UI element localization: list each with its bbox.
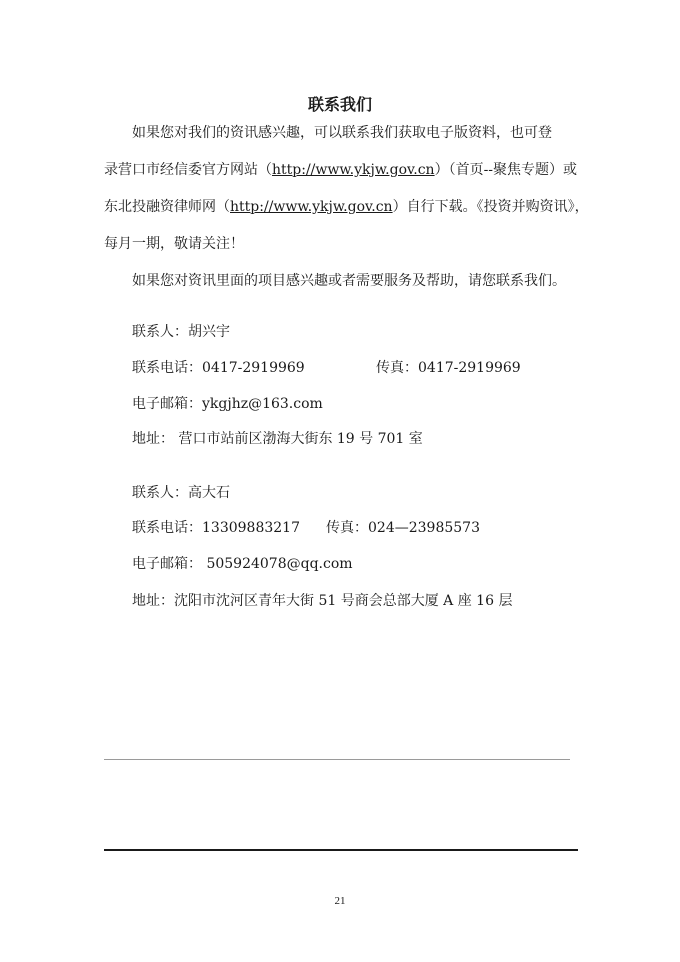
contact-2-fax: 传真：024—23985573 [326, 520, 480, 536]
contact-2-name: 联系人：高大石 [132, 485, 230, 501]
intro-line-3-post: ）自行下载。《投资并购资讯》， [392, 199, 589, 215]
intro-line-3-pre: 东北投融资律师网（ [104, 199, 230, 215]
intro-line-2-post: ）（首页--聚焦专题）或 [434, 162, 578, 178]
footer-rule [104, 849, 578, 851]
website-link-2[interactable]: http://www.ykjw.gov.cn [230, 199, 393, 215]
contact-2-address: 地址：沈阳市沈河区青年大街 51 号商会总部大厦 A 座 16 层 [132, 593, 513, 609]
contact-1-address: 地址： 营口市站前区渤海大街东 19 号 701 室 [132, 431, 423, 447]
contact-2-email: 电子邮箱： 505924078@qq.com [132, 556, 353, 572]
page-number: 21 [334, 895, 346, 907]
intro-line-5: 如果您对资讯里面的项目感兴趣或者需要服务及帮助，请您联系我们。 [132, 273, 566, 289]
intro-line-1: 如果您对我们的资讯感兴趣，可以联系我们获取电子版资料，也可登 [132, 125, 552, 141]
contact-1-email: 电子邮箱：ykgjhz@163.com [132, 396, 323, 412]
contact-1-name: 联系人：胡兴宇 [132, 324, 230, 340]
intro-line-2 [104, 163, 584, 177]
intro-line-3 [104, 199, 589, 215]
divider-line [104, 759, 570, 760]
intro-line-2-pre: 录营口市经信委官方网站（ [104, 162, 272, 178]
contact-1-phone: 联系电话：0417-2919969 [132, 360, 305, 376]
contact-1-fax: 传真：0417-2919969 [376, 360, 521, 376]
intro-line-4: 每月一期，敬请关注！ [104, 236, 244, 252]
contact-2-phone: 联系电话：13309883217 [132, 520, 300, 536]
website-link-1[interactable]: http://www.ykjw.gov.cn [272, 162, 435, 178]
page-title: 联系我们 [307, 95, 372, 114]
